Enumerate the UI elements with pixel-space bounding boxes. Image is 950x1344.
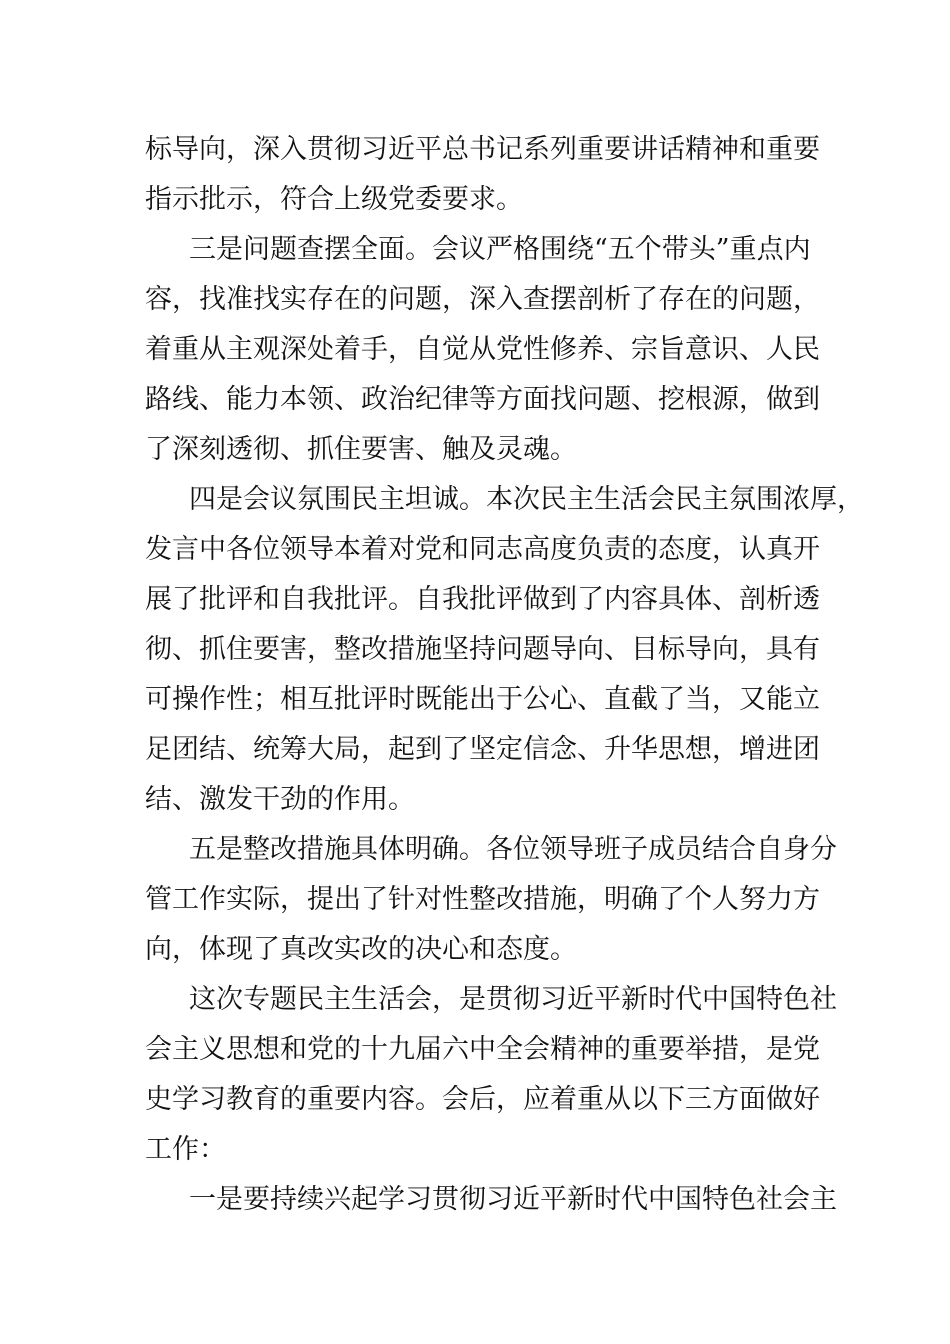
paragraph-first-line: 一是要持续兴起学习贯彻习近平新时代中国特色社会主 <box>189 1184 837 1215</box>
text-line: 指示批示，符合上级党委要求。 <box>145 184 523 215</box>
text-line: 发言中各位领导本着对党和同志高度负责的态度，认真开 <box>145 534 820 565</box>
text-line: 彻、抓住要害，整改措施坚持问题导向、目标导向，具有 <box>145 634 820 665</box>
text-line: 展了批评和自我批评。自我批评做到了内容具体、剖析透 <box>145 584 820 615</box>
paragraph-first-line: 三是问题查摆全面。会议严格围绕“五个带头”重点内 <box>189 234 811 265</box>
text-line: 足团结、统筹大局，起到了坚定信念、升华思想，增进团 <box>145 734 820 765</box>
paragraph-first-line: 四是会议氛围民主坦诚。本次民主生活会民主氛围浓厚， <box>189 484 864 515</box>
text-line: 会主义思想和党的十九届六中全会精神的重要举措，是党 <box>145 1034 820 1065</box>
paragraph-first-line: 这次专题民主生活会，是贯彻习近平新时代中国特色社 <box>189 984 837 1015</box>
paragraph-first-line: 五是整改措施具体明确。各位领导班子成员结合自身分 <box>189 834 837 865</box>
text-line: 着重从主观深处着手，自觉从党性修养、宗旨意识、人民 <box>145 334 820 365</box>
text-line: 容，找准找实存在的问题，深入查摆剖析了存在的问题， <box>145 284 820 315</box>
text-line: 可操作性；相互批评时既能出于公心、直截了当，又能立 <box>145 684 820 715</box>
text-line: 工作： <box>145 1134 226 1165</box>
text-line: 结、激发干劲的作用。 <box>145 784 415 815</box>
text-line: 路线、能力本领、政治纪律等方面找问题、挖根源，做到 <box>145 384 820 415</box>
text-line: 史学习教育的重要内容。会后，应着重从以下三方面做好 <box>145 1084 820 1115</box>
text-line: 向，体现了真改实改的决心和态度。 <box>145 934 577 965</box>
text-line: 管工作实际，提出了针对性整改措施，明确了个人努力方 <box>145 884 820 915</box>
text-line: 标导向，深入贯彻习近平总书记系列重要讲话精神和重要 <box>145 134 820 165</box>
text-line: 了深刻透彻、抓住要害、触及灵魂。 <box>145 434 577 465</box>
